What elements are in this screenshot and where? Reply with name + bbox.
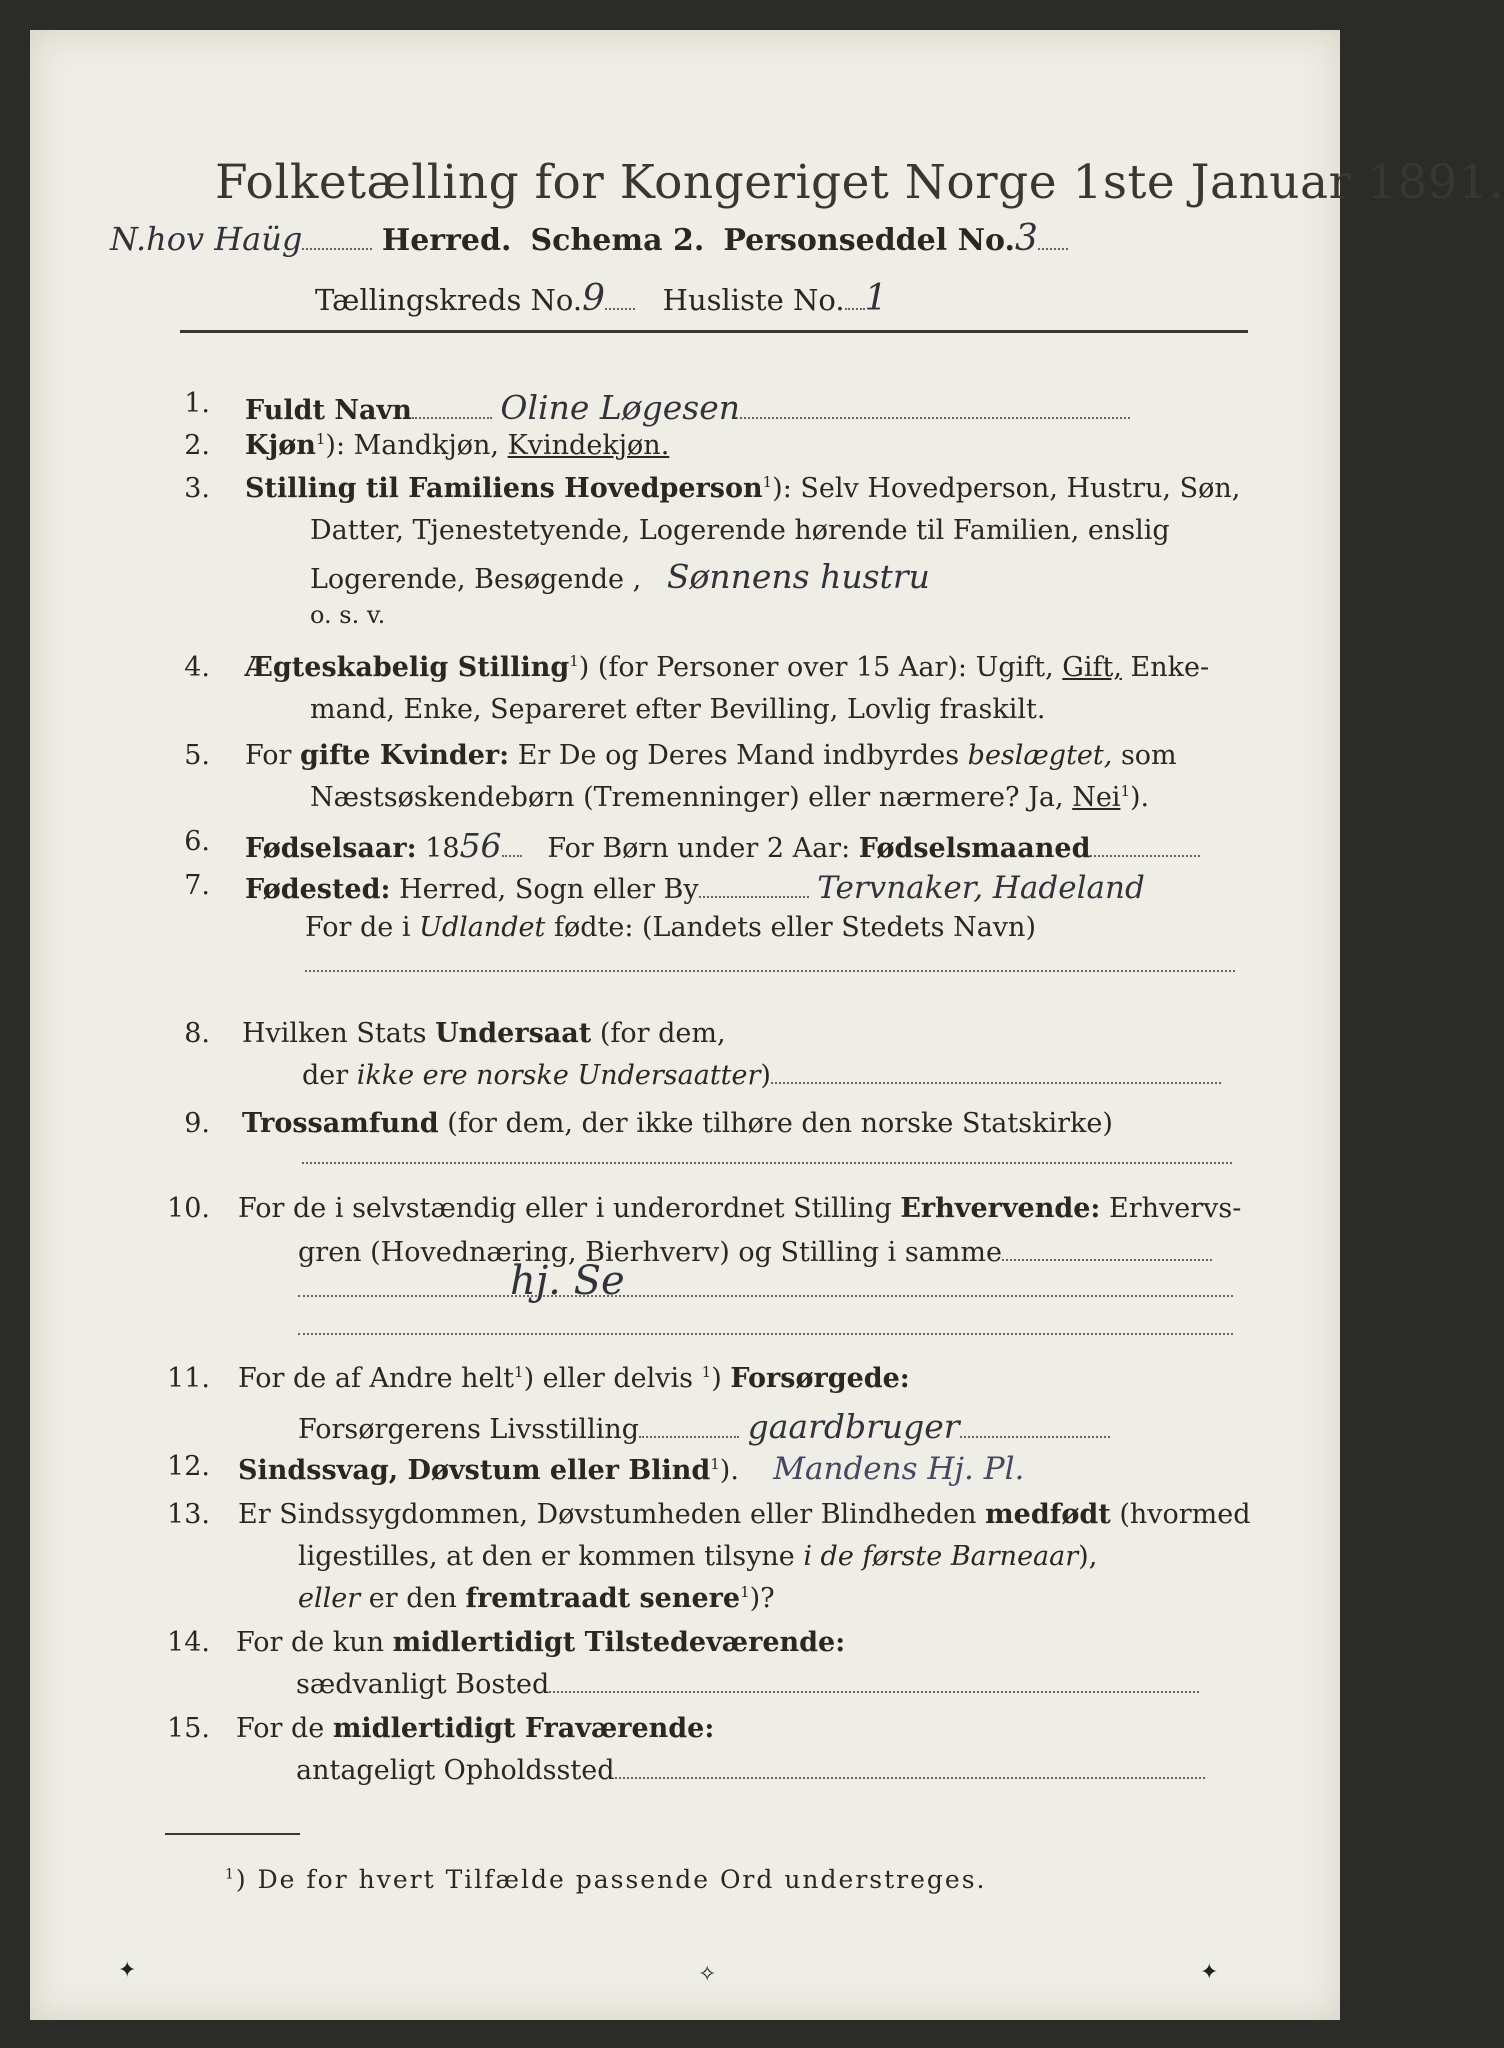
q11-line1: For de af Andre helt$^1$) eller delvis $^1$) Forsørgede:	[238, 1363, 910, 1394]
q3-number: 3.	[184, 473, 210, 504]
q7-label: Fødested:	[245, 874, 391, 905]
q3-value: Sønnens hustru	[666, 557, 930, 596]
q4-line2: mand, Enke, Separeret efter Bevilling, Lovlig fraskilt.	[310, 694, 1046, 725]
q4-line1: Ægteskabelig Stilling$^1$) (for Personer over 15 Aar): Ugift, Gift, Enke-	[245, 652, 1210, 683]
q7-number: 7.	[184, 870, 210, 901]
q12-label: Sindssvag, Døvstum eller Blind	[238, 1455, 711, 1486]
q11-value: gaardbruger	[747, 1407, 960, 1446]
q3-line2: Datter, Tjenestetyende, Logerende hørende til Familien, enslig	[310, 515, 1170, 546]
q14-number: 14.	[167, 1627, 210, 1658]
q7-blank-line	[305, 970, 1235, 972]
q15-label: midlertidigt Fraværende:	[332, 1713, 715, 1744]
form-title: Folketælling for Kongeriget Norge 1ste Januar 1891.	[215, 155, 1504, 210]
corner-mark-center: ✧	[698, 1962, 717, 1987]
kreds-row	[315, 278, 887, 319]
q5-line2: Næstsøskendebørn (Tremenninger) eller nærmere? Ja, Nei$^1$).	[310, 782, 1150, 813]
q9-line: Trossamfund (for dem, der ikke tilhøre den norske Statskirke)	[242, 1108, 1113, 1139]
q3-line3: Logerende, Besøgende , Sønnens hustru	[310, 557, 930, 596]
q5-number: 5.	[184, 740, 210, 771]
herred-value: N.hov Haüg	[110, 220, 303, 258]
kreds-value: 9	[582, 278, 606, 319]
q1-label: Fuldt Navn	[245, 395, 412, 426]
q13-label2: fremtraadt senere	[465, 1583, 741, 1614]
corner-mark-left: ✦	[118, 1958, 137, 1983]
q13-line2: ligestilles, at den er kommen tilsyne i de første Barneaar),	[298, 1541, 1098, 1572]
q14-label: midlertidigt Tilstedeværende:	[392, 1627, 846, 1658]
q10-blank-line1	[298, 1295, 1233, 1297]
q11-line2: Forsørgerens Livsstilling gaardbruger	[298, 1407, 1110, 1446]
q6-line: Fødselsaar: 1856 For Børn under 2 Aar: Fødselsmaaned	[245, 826, 1200, 865]
herred-row	[110, 218, 1068, 259]
q6-number: 6.	[184, 826, 210, 857]
q13-line3: eller er den fremtraadt senere$^1$)?	[298, 1583, 775, 1614]
q5-selected: Nei	[1072, 782, 1121, 813]
q6-value: 56	[459, 826, 502, 865]
q7-value: Tervnaker, Hadeland	[817, 870, 1145, 906]
q7-line2: For de i Udlandet fødte: (Landets eller Stedets Navn)	[305, 912, 1036, 943]
q3-line1: Stilling til Familiens Hovedperson$^1$): Selv Hovedperson, Hustru, Søn,	[245, 473, 1241, 504]
q8-label: Undersaat	[435, 1018, 592, 1049]
q6-label: Fødselsaar:	[245, 833, 417, 864]
q9-number: 9.	[184, 1108, 210, 1139]
q10-line1: For de i selvstændig eller i underordnet Stilling Erhvervende: Erhvervs-	[238, 1193, 1242, 1224]
q12-number: 12.	[167, 1451, 210, 1482]
husliste-value: 1	[864, 278, 888, 319]
census-form-sheet	[30, 30, 1504, 2020]
q3-label: Stilling til Familiens Hovedperson	[245, 473, 763, 504]
personseddel-value: 3	[1014, 218, 1038, 259]
q9-label: Trossamfund	[242, 1108, 439, 1139]
q13-number: 13.	[167, 1499, 210, 1530]
q5-label: gifte Kvinder:	[300, 740, 510, 771]
q13-label: medfødt	[985, 1499, 1111, 1530]
q1-value: Oline Løgesen	[500, 388, 741, 427]
q7-line1: Fødested: Herred, Sogn eller By Tervnaker, Hadeland	[245, 870, 1145, 906]
q11-label: Forsørgede:	[730, 1363, 910, 1394]
q2-selected: Kvindekjøn.	[507, 430, 670, 461]
q9-blank-line	[302, 1162, 1232, 1164]
schema-label: Schema 2.	[530, 223, 705, 258]
q12-value: Mandens Hj. Pl.	[773, 1451, 1025, 1487]
q10-blank-line2	[298, 1333, 1233, 1335]
q1-line	[245, 388, 1130, 427]
husliste-label: Husliste No.	[662, 283, 845, 317]
q4-selected: Gift,	[1062, 652, 1122, 683]
q13-line1: Er Sindssygdommen, Døvstumheden eller Blindheden medfødt (hvormed	[238, 1499, 1251, 1530]
q4-number: 4.	[184, 652, 210, 683]
q1-number: 1.	[184, 388, 210, 419]
q10-label: Erhvervende:	[900, 1193, 1101, 1224]
header-divider	[180, 330, 1248, 333]
herred-label: Herred.	[381, 223, 512, 258]
q14-line1: For de kun midlertidigt Tilstedeværende:	[236, 1627, 846, 1658]
kreds-label: Tællingskreds No.	[315, 283, 583, 317]
q6-label2: Fødselsmaaned	[858, 833, 1091, 864]
q15-line2: antageligt Opholdssted	[296, 1755, 1205, 1786]
q10-line2: gren (Hovednæring, Bierhverv) og Stilling i samme	[298, 1237, 1212, 1268]
q12-line: Sindssvag, Døvstum eller Blind$^1$). Mandens Hj. Pl.	[238, 1451, 1025, 1487]
footnote-rule	[165, 1833, 300, 1835]
q4-label: Ægteskabelig Stilling	[245, 652, 570, 683]
q2-label: Kjøn	[245, 430, 316, 461]
q8-number: 8.	[184, 1018, 210, 1049]
q3-line4: o. s. v.	[310, 601, 386, 629]
q8-line2: der ikke ere norske Undersaatter)	[302, 1060, 1221, 1091]
q15-line1: For de midlertidigt Fraværende:	[236, 1713, 715, 1744]
footnote: $^1$) De for hvert Tilfælde passende Ord understreges.	[225, 1865, 987, 1894]
q15-number: 15.	[167, 1713, 210, 1744]
q11-number: 11.	[167, 1363, 210, 1394]
corner-mark-right: ✦	[1200, 1960, 1219, 1985]
q8-line1: Hvilken Stats Undersaat (for dem,	[242, 1018, 726, 1049]
q14-line2: sædvanligt Bosted	[296, 1669, 1199, 1700]
q2-number: 2.	[184, 430, 210, 461]
q2-line: Kjøn$^1$): Mandkjøn, Kvindekjøn.	[245, 430, 670, 461]
q10-number: 10.	[167, 1193, 210, 1224]
q5-line1: For gifte Kvinder: Er De og Deres Mand indbyrdes beslægtet, som	[245, 740, 1177, 771]
personseddel-label: Personseddel No.	[723, 223, 1015, 258]
q10-value: hj. Se	[510, 1258, 625, 1304]
